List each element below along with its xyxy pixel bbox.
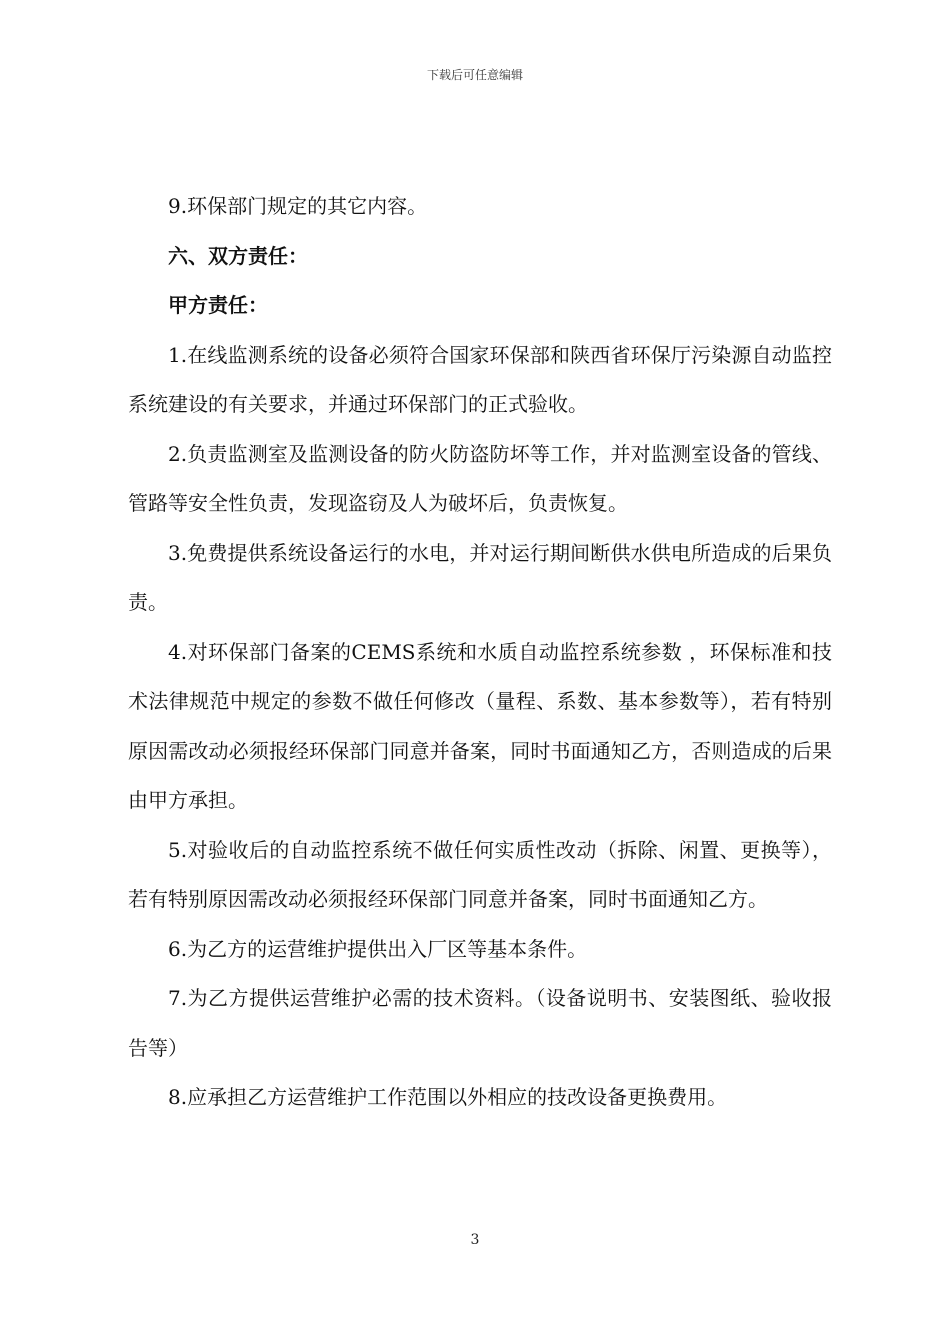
paragraph-clause-2: 2.负责监测室及监测设备的防火防盗防坏等工作，并对监测室设备的管线、管路等安全性负责，发现盗窃及人为破坏后，负责恢复。 xyxy=(128,441,832,515)
document-body xyxy=(128,182,832,1123)
page-header: 下载后可任意编辑 xyxy=(426,68,523,82)
paragraph-clause-7: 7.为乙方提供运营维护必需的技术资料。（设备说明书、安装图纸、验收报告等） xyxy=(128,986,832,1060)
paragraph-clause-6: 6.为乙方的运营维护提供出入厂区等基本条件。 xyxy=(168,936,588,961)
paragraph-clause-8: 8.应承担乙方运营维护工作范围以外相应的技改设备更换费用。 xyxy=(168,1085,728,1109)
paragraph-clause-4: 4.对环保部门备案的CEMS系统和水质自动监控系统参数 ，环保标准和技术法律规范中规定的参数不做任何修改（量程、系数、基本参数等），若有特别原因需改动必须报经环保部门同意并备案，同时书面通知乙方，否则造成的后果由甲方承担。 xyxy=(128,639,832,812)
paragraph-clause-3: 3.免费提供系统设备运行的水电，并对运行期间断供水供电所造成的后果负责。 xyxy=(128,540,832,614)
subheading-party-a: 甲方责任： xyxy=(168,293,268,317)
paragraph-clause-1: 1.在线监测系统的设备必须符合国家环保部和陕西省环保厅污染源自动监控系统建设的有关要求，并通过环保部门的正式验收。 xyxy=(128,342,832,416)
paragraph-item-9: 9.环保部门规定的其它内容。 xyxy=(168,194,428,218)
paragraph-clause-5: 5.对验收后的自动监控系统不做任何实质性改动（拆除、闲置、更换等），若有特别原因需改动必须报经环保部门同意并备案，同时书面通知乙方。 xyxy=(128,837,832,911)
section-heading-responsibilities: 六、双方责任： xyxy=(168,243,308,268)
page-number: 3 xyxy=(470,1232,480,1248)
